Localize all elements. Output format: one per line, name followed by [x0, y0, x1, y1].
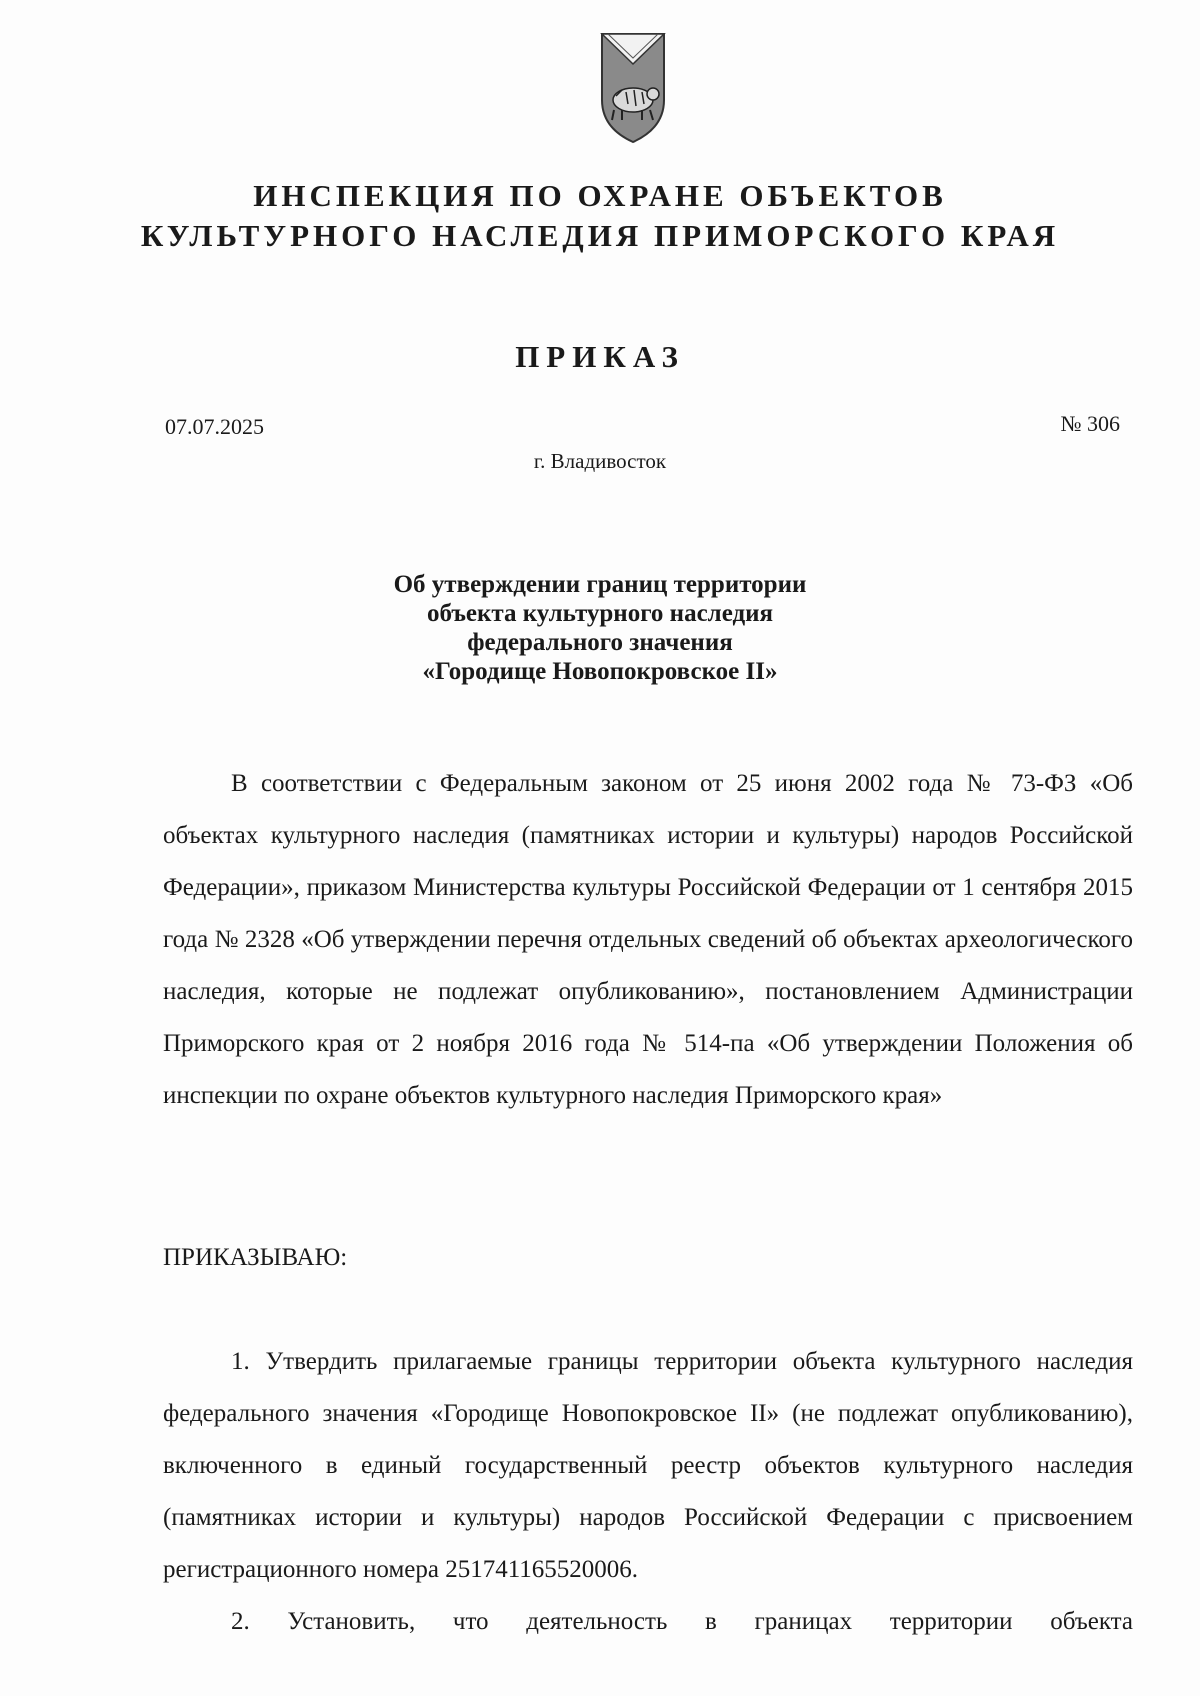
order-item: 2. Установить, что деятельность в границах территории объекта — [231, 1608, 1133, 1635]
coat-of-arms-icon — [598, 30, 668, 146]
document-type-title: ПРИКАЗ — [515, 339, 685, 374]
subject-line: объекта культурного наследия — [426, 600, 774, 627]
subject-line: федерального значения — [467, 629, 733, 656]
order-word: ПРИКАЗЫВАЮ: — [163, 1244, 348, 1271]
order-items — [163, 1336, 1133, 1648]
document-date: 07.07.2025 — [165, 414, 264, 439]
document-city: г. Владивосток — [533, 449, 667, 473]
organization-name-line1: ИНСПЕКЦИЯ ПО ОХРАНЕ ОБЪЕКТОВ — [253, 178, 947, 213]
document-subject — [0, 570, 1200, 686]
document-number: № 306 — [1060, 411, 1120, 436]
order-item: 1. Утвердить прилагаемые границы территории объекта культурного наследия федерального значения «Городище Новопокровское II» (не подлежат опубликованию), включенного в единый государственный реестр объектов культурного наследия (памятниках истории и культуры) народов Российской Федерации с присвоением регистрационного номера 251741165520006. — [163, 1348, 1133, 1583]
subject-line: «Городище Новопокровское II» — [422, 658, 778, 685]
subject-line: Об утверждении границ территории — [393, 571, 807, 598]
preamble-paragraph — [163, 758, 1133, 1122]
organization-name-line2: КУЛЬТУРНОГО НАСЛЕДИЯ ПРИМОРСКОГО КРАЯ — [140, 218, 1060, 253]
preamble-text: В соответствии с Федеральным законом от 25 июня 2002 года № 73-ФЗ «Об объектах культурного наследия (памятниках истории и культуры) народов Российской Федерации», приказом Министерства культуры Российской Федерации от 1 сентября 2015 года № 2328 «Об утверждении перечня отдельных сведений об объектах археологического наследия, которые не подлежат опубликованию», постановлением Администрации Приморского края от 2 ноября 2016 года № 514-па «Об утверждении Положения об инспекции по охране объектов культурного наследия Приморского края» — [163, 770, 1133, 1109]
